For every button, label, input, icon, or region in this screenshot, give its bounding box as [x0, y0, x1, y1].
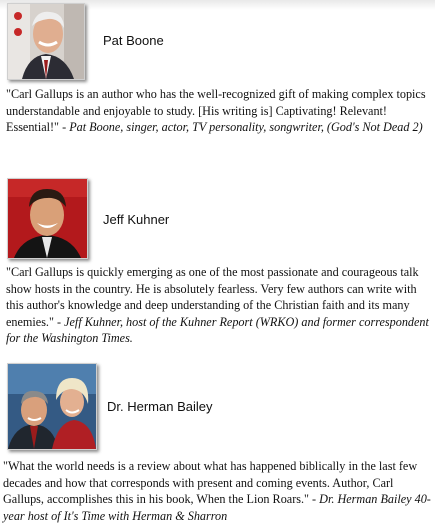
testimonial-quote [3, 458, 431, 524]
testimonial-name: Dr. Herman Bailey [107, 399, 213, 414]
portrait-photo-icon [7, 363, 97, 450]
testimonial-quote [6, 86, 430, 136]
quote-attribution: Dr. Herman Bailey 40-year host of It's Time with Herman & Sharron [3, 492, 431, 523]
testimonial-name: Pat Boone [103, 33, 164, 48]
portrait-photo-icon [7, 178, 88, 259]
quote-text: "Carl Gallups is an author who has the well-recognized gift of making complex topics understandable and enjoyable to study. [His writing is] Captivating! Relevant! Essential!" - [6, 87, 426, 134]
quote-attribution: Pat Boone, singer, actor, TV personality, songwriter, (God's Not Dead 2) [69, 120, 423, 134]
portrait-photo-icon [7, 3, 85, 80]
testimonial-quote [6, 264, 430, 347]
quote-text: "What the world needs is a review about what has happened biblically in the last few decades and how that corresponds with present and coming events. Author, Carl Gallups, accomplishes this in his book, When the Lion Roars." - [3, 459, 418, 506]
quote-attribution: Jeff Kuhner, host of the Kuhner Report (WRKO) and former correspondent for the Washington Times. [6, 314, 429, 345]
quote-text: "Carl Gallups is quickly emerging as one of the most passionate and courageous talk show hosts in the country. He is absolutely fearless. Very few authors can write with this author's knowledge and deep understanding of the Christian faith and its many enemies." - [6, 265, 419, 329]
testimonial-name: Jeff Kuhner [103, 212, 170, 227]
